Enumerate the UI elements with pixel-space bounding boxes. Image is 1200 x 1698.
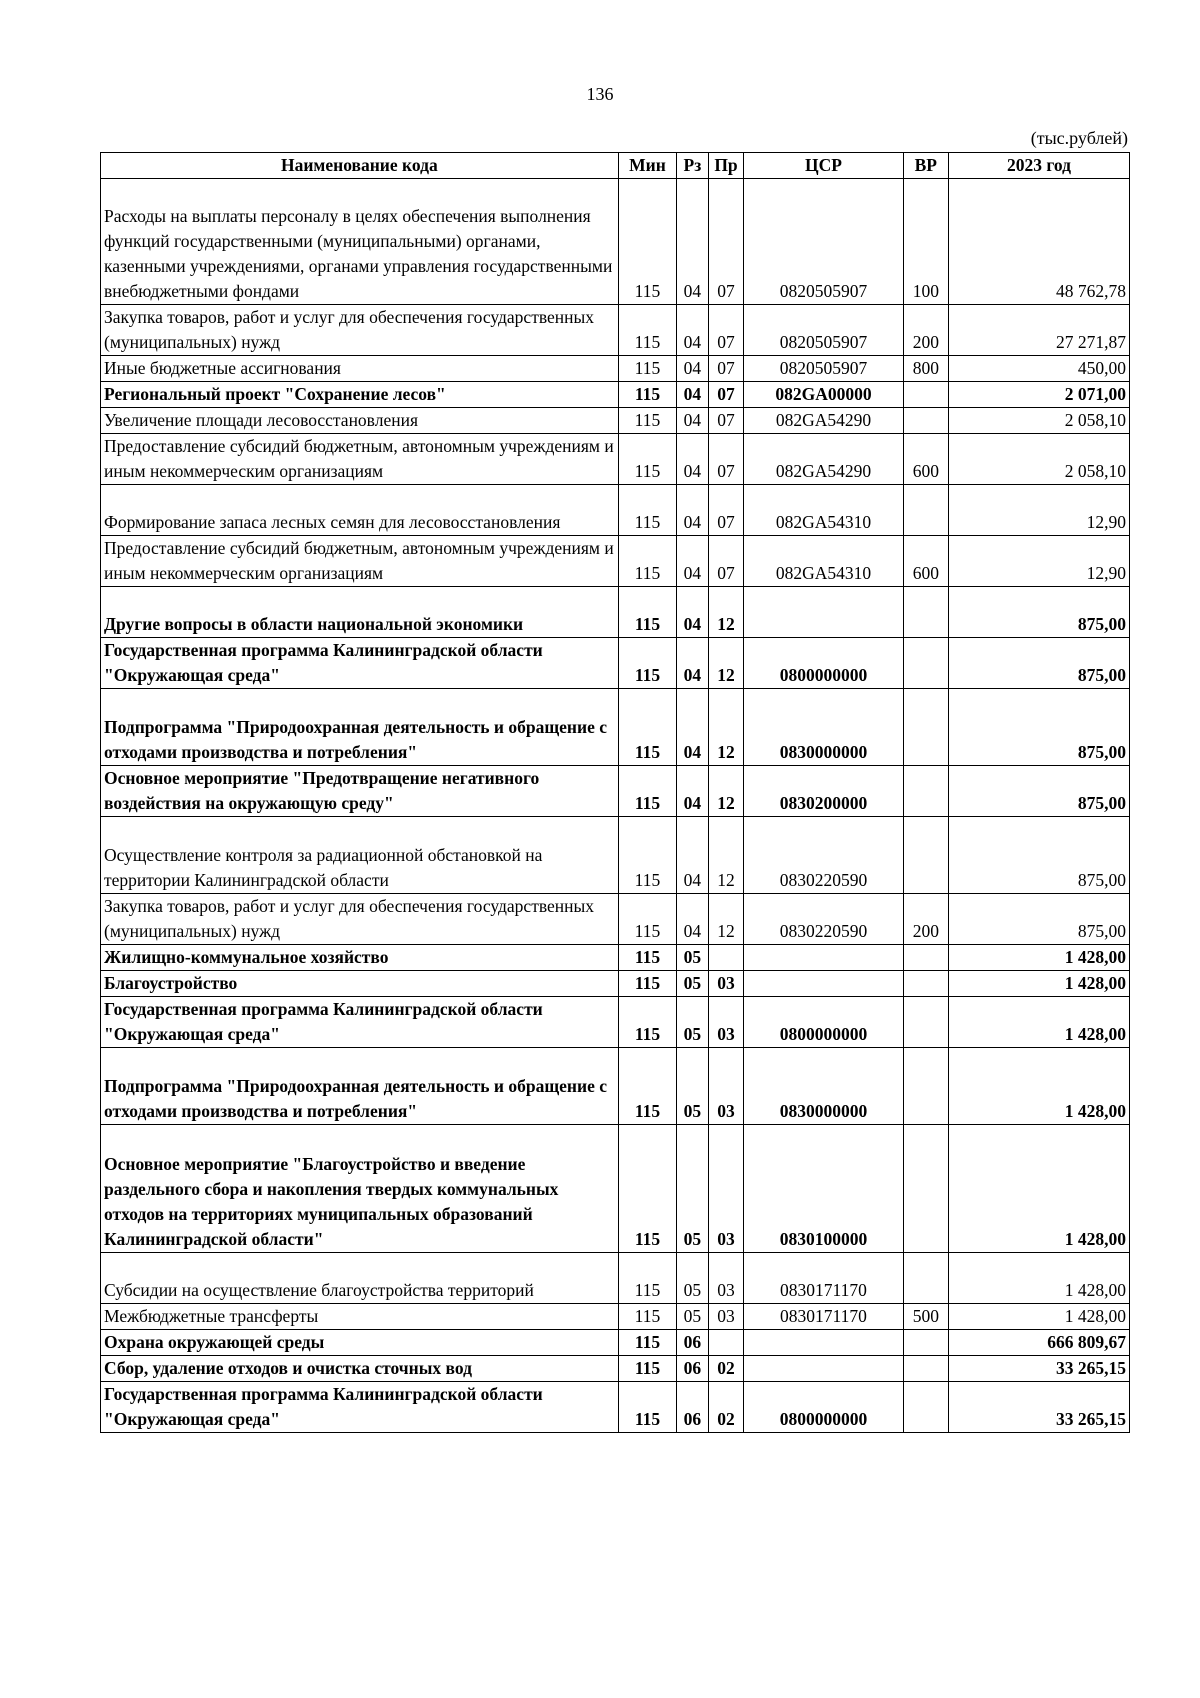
- header-vr: ВР: [903, 153, 948, 179]
- cell-sum: 450,00: [949, 356, 1130, 382]
- cell-vr: [903, 945, 948, 971]
- cell-name: Межбюджетные трансферты: [101, 1304, 619, 1330]
- cell-csr: [744, 945, 903, 971]
- cell-sum: 1 428,00: [949, 1253, 1130, 1304]
- cell-vr: 600: [903, 434, 948, 485]
- cell-rz: 05: [677, 997, 708, 1048]
- cell-pr: 03: [708, 1304, 744, 1330]
- cell-pr: 03: [708, 1125, 744, 1253]
- cell-vr: [903, 408, 948, 434]
- cell-min: 115: [618, 485, 676, 536]
- units-label: (тыс.рублей): [1030, 128, 1128, 148]
- cell-min: 115: [618, 1048, 676, 1125]
- cell-sum: 1 428,00: [949, 971, 1130, 997]
- cell-sum: 1 428,00: [949, 1048, 1130, 1125]
- cell-min: 115: [618, 1304, 676, 1330]
- cell-csr: 082GA00000: [744, 382, 903, 408]
- cell-vr: [903, 587, 948, 638]
- cell-rz: 04: [677, 689, 708, 766]
- cell-rz: 04: [677, 587, 708, 638]
- cell-min: 115: [618, 945, 676, 971]
- cell-vr: [903, 1330, 948, 1356]
- cell-vr: [903, 485, 948, 536]
- header-rz: Рз: [677, 153, 708, 179]
- cell-rz: 04: [677, 817, 708, 894]
- table-row: [101, 1304, 1130, 1330]
- cell-csr: [744, 1330, 903, 1356]
- cell-sum: 2 058,10: [949, 408, 1130, 434]
- table-row: [101, 434, 1130, 485]
- cell-rz: 04: [677, 766, 708, 817]
- cell-rz: 04: [677, 434, 708, 485]
- cell-rz: 04: [677, 179, 708, 305]
- cell-name: Региональный проект "Сохранение лесов": [101, 382, 619, 408]
- cell-min: 115: [618, 1356, 676, 1382]
- table-row: [101, 356, 1130, 382]
- cell-min: 115: [618, 1125, 676, 1253]
- cell-vr: 600: [903, 536, 948, 587]
- cell-pr: [708, 1330, 744, 1356]
- cell-name: Субсидии на осуществление благоустройства территорий: [101, 1253, 619, 1304]
- cell-rz: 04: [677, 894, 708, 945]
- table-row: [101, 536, 1130, 587]
- cell-csr: 0830171170: [744, 1253, 903, 1304]
- cell-sum: 2 071,00: [949, 382, 1130, 408]
- cell-pr: 12: [708, 587, 744, 638]
- table-row: [101, 1048, 1130, 1125]
- cell-rz: 05: [677, 971, 708, 997]
- cell-pr: 02: [708, 1356, 744, 1382]
- cell-min: 115: [618, 1253, 676, 1304]
- page-number: 136: [586, 84, 614, 104]
- cell-rz: 05: [677, 1304, 708, 1330]
- cell-vr: [903, 1253, 948, 1304]
- cell-csr: 082GA54310: [744, 485, 903, 536]
- cell-sum: 2 058,10: [949, 434, 1130, 485]
- cell-sum: 12,90: [949, 485, 1130, 536]
- cell-pr: 07: [708, 408, 744, 434]
- table-row: [101, 997, 1130, 1048]
- cell-name: Иные бюджетные ассигнования: [101, 356, 619, 382]
- cell-vr: 200: [903, 305, 948, 356]
- cell-sum: 875,00: [949, 689, 1130, 766]
- cell-min: 115: [618, 817, 676, 894]
- table-row: [101, 382, 1130, 408]
- cell-min: 115: [618, 766, 676, 817]
- table-row: [101, 408, 1130, 434]
- cell-name: Подпрограмма "Природоохранная деятельность и обращение с отходами производства и потребления": [101, 1048, 619, 1125]
- cell-pr: 07: [708, 536, 744, 587]
- cell-sum: 875,00: [949, 894, 1130, 945]
- cell-rz: 04: [677, 638, 708, 689]
- cell-csr: 0830000000: [744, 1048, 903, 1125]
- cell-min: 115: [618, 305, 676, 356]
- cell-pr: [708, 945, 744, 971]
- cell-name: Охрана окружающей среды: [101, 1330, 619, 1356]
- cell-name: Закупка товаров, работ и услуг для обеспечения государственных (муниципальных) нужд: [101, 894, 619, 945]
- cell-pr: 03: [708, 1048, 744, 1125]
- cell-min: 115: [618, 356, 676, 382]
- cell-name: Государственная программа Калининградской области "Окружающая среда": [101, 1382, 619, 1433]
- cell-name: Предоставление субсидий бюджетным, автономным учреждениям и иным некоммерческим организациям: [101, 434, 619, 485]
- cell-name: Основное мероприятие "Благоустройство и введение раздельного сбора и накопления твердых коммунальных отходов на территориях муниципальных образований Калининградской области": [101, 1125, 619, 1253]
- cell-rz: 05: [677, 1125, 708, 1253]
- table-row: [101, 1253, 1130, 1304]
- cell-rz: 05: [677, 1048, 708, 1125]
- cell-csr: 0830200000: [744, 766, 903, 817]
- cell-rz: 04: [677, 382, 708, 408]
- cell-name: Другие вопросы в области национальной экономики: [101, 587, 619, 638]
- cell-vr: [903, 997, 948, 1048]
- table-row: [101, 305, 1130, 356]
- cell-min: 115: [618, 587, 676, 638]
- cell-vr: [903, 1356, 948, 1382]
- cell-name: Увеличение площади лесовосстановления: [101, 408, 619, 434]
- cell-csr: [744, 971, 903, 997]
- header-min: Мин: [618, 153, 676, 179]
- cell-pr: 07: [708, 356, 744, 382]
- cell-pr: 07: [708, 179, 744, 305]
- cell-min: 115: [618, 997, 676, 1048]
- cell-min: 115: [618, 971, 676, 997]
- cell-csr: 082GA54310: [744, 536, 903, 587]
- cell-rz: 05: [677, 1253, 708, 1304]
- cell-pr: 12: [708, 766, 744, 817]
- cell-name: Расходы на выплаты персоналу в целях обеспечения выполнения функций государственными (муниципальными) органами, казенными учреждениями, органами управления государственными внебюджетными фондами: [101, 179, 619, 305]
- cell-min: 115: [618, 179, 676, 305]
- cell-pr: 12: [708, 689, 744, 766]
- cell-sum: 666 809,67: [949, 1330, 1130, 1356]
- header-year: 2023 год: [949, 153, 1130, 179]
- cell-name: Государственная программа Калининградской области "Окружающая среда": [101, 638, 619, 689]
- cell-vr: [903, 689, 948, 766]
- cell-sum: 875,00: [949, 638, 1130, 689]
- cell-pr: 12: [708, 817, 744, 894]
- cell-csr: 0820505907: [744, 179, 903, 305]
- cell-csr: 0820505907: [744, 305, 903, 356]
- cell-csr: 0800000000: [744, 1382, 903, 1433]
- table-row: [101, 485, 1130, 536]
- table-row: [101, 971, 1130, 997]
- cell-vr: 200: [903, 894, 948, 945]
- cell-name: Закупка товаров, работ и услуг для обеспечения государственных (муниципальных) нужд: [101, 305, 619, 356]
- cell-sum: 1 428,00: [949, 945, 1130, 971]
- header-pr: Пр: [708, 153, 744, 179]
- table-row: [101, 1356, 1130, 1382]
- cell-csr: 0820505907: [744, 356, 903, 382]
- cell-csr: 082GA54290: [744, 434, 903, 485]
- cell-rz: 04: [677, 485, 708, 536]
- table-row: [101, 689, 1130, 766]
- table-row: [101, 1125, 1130, 1253]
- cell-vr: 800: [903, 356, 948, 382]
- cell-csr: 0830220590: [744, 817, 903, 894]
- cell-pr: 03: [708, 971, 744, 997]
- table-header: [101, 153, 1130, 179]
- cell-sum: 1 428,00: [949, 1304, 1130, 1330]
- table-row: [101, 894, 1130, 945]
- cell-sum: 33 265,15: [949, 1356, 1130, 1382]
- table-row: [101, 817, 1130, 894]
- cell-csr: 0830100000: [744, 1125, 903, 1253]
- cell-sum: 1 428,00: [949, 1125, 1130, 1253]
- cell-sum: 27 271,87: [949, 305, 1130, 356]
- cell-vr: [903, 638, 948, 689]
- cell-csr: [744, 587, 903, 638]
- cell-rz: 06: [677, 1330, 708, 1356]
- cell-name: Жилищно-коммунальное хозяйство: [101, 945, 619, 971]
- cell-csr: 0800000000: [744, 638, 903, 689]
- cell-rz: 04: [677, 305, 708, 356]
- cell-pr: 07: [708, 382, 744, 408]
- table-row: [101, 766, 1130, 817]
- cell-csr: 082GA54290: [744, 408, 903, 434]
- cell-min: 115: [618, 689, 676, 766]
- cell-pr: 02: [708, 1382, 744, 1433]
- cell-name: Сбор, удаление отходов и очистка сточных вод: [101, 1356, 619, 1382]
- cell-name: Формирование запаса лесных семян для лесовосстановления: [101, 485, 619, 536]
- cell-min: 115: [618, 434, 676, 485]
- table-row: [101, 638, 1130, 689]
- header-csr: ЦСР: [744, 153, 903, 179]
- cell-rz: 06: [677, 1356, 708, 1382]
- cell-vr: [903, 766, 948, 817]
- cell-vr: [903, 1125, 948, 1253]
- cell-name: Подпрограмма "Природоохранная деятельность и обращение с отходами производства и потребления": [101, 689, 619, 766]
- cell-min: 115: [618, 1382, 676, 1433]
- cell-vr: 100: [903, 179, 948, 305]
- cell-sum: 33 265,15: [949, 1382, 1130, 1433]
- cell-name: Осуществление контроля за радиационной обстановкой на территории Калининградской области: [101, 817, 619, 894]
- cell-rz: 04: [677, 408, 708, 434]
- cell-csr: 0830220590: [744, 894, 903, 945]
- cell-vr: [903, 971, 948, 997]
- cell-csr: [744, 1356, 903, 1382]
- cell-min: 115: [618, 536, 676, 587]
- cell-vr: [903, 382, 948, 408]
- cell-sum: 875,00: [949, 766, 1130, 817]
- cell-name: Предоставление субсидий бюджетным, автономным учреждениям и иным некоммерческим организациям: [101, 536, 619, 587]
- header-name: Наименование кода: [101, 153, 619, 179]
- cell-pr: 12: [708, 894, 744, 945]
- table-row: [101, 1382, 1130, 1433]
- table-row: [101, 945, 1130, 971]
- cell-pr: 07: [708, 305, 744, 356]
- cell-sum: 1 428,00: [949, 997, 1130, 1048]
- cell-vr: [903, 1048, 948, 1125]
- cell-vr: [903, 1382, 948, 1433]
- cell-name: Благоустройство: [101, 971, 619, 997]
- cell-name: Государственная программа Калининградской области "Окружающая среда": [101, 997, 619, 1048]
- cell-pr: 07: [708, 434, 744, 485]
- cell-min: 115: [618, 638, 676, 689]
- cell-sum: 12,90: [949, 536, 1130, 587]
- cell-pr: 12: [708, 638, 744, 689]
- cell-vr: 500: [903, 1304, 948, 1330]
- cell-rz: 04: [677, 356, 708, 382]
- cell-vr: [903, 817, 948, 894]
- cell-csr: 0800000000: [744, 997, 903, 1048]
- table-row: [101, 179, 1130, 305]
- cell-csr: 0830171170: [744, 1304, 903, 1330]
- cell-pr: 07: [708, 485, 744, 536]
- cell-min: 115: [618, 382, 676, 408]
- budget-table: [100, 152, 1130, 1433]
- cell-csr: 0830000000: [744, 689, 903, 766]
- cell-pr: 03: [708, 1253, 744, 1304]
- cell-name: Основное мероприятие "Предотвращение негативного воздействия на окружающую среду": [101, 766, 619, 817]
- cell-sum: 875,00: [949, 817, 1130, 894]
- cell-min: 115: [618, 408, 676, 434]
- cell-sum: 875,00: [949, 587, 1130, 638]
- cell-sum: 48 762,78: [949, 179, 1130, 305]
- cell-rz: 06: [677, 1382, 708, 1433]
- table-row: [101, 587, 1130, 638]
- cell-rz: 04: [677, 536, 708, 587]
- cell-min: 115: [618, 1330, 676, 1356]
- cell-min: 115: [618, 894, 676, 945]
- cell-pr: 03: [708, 997, 744, 1048]
- table-row: [101, 1330, 1130, 1356]
- cell-rz: 05: [677, 945, 708, 971]
